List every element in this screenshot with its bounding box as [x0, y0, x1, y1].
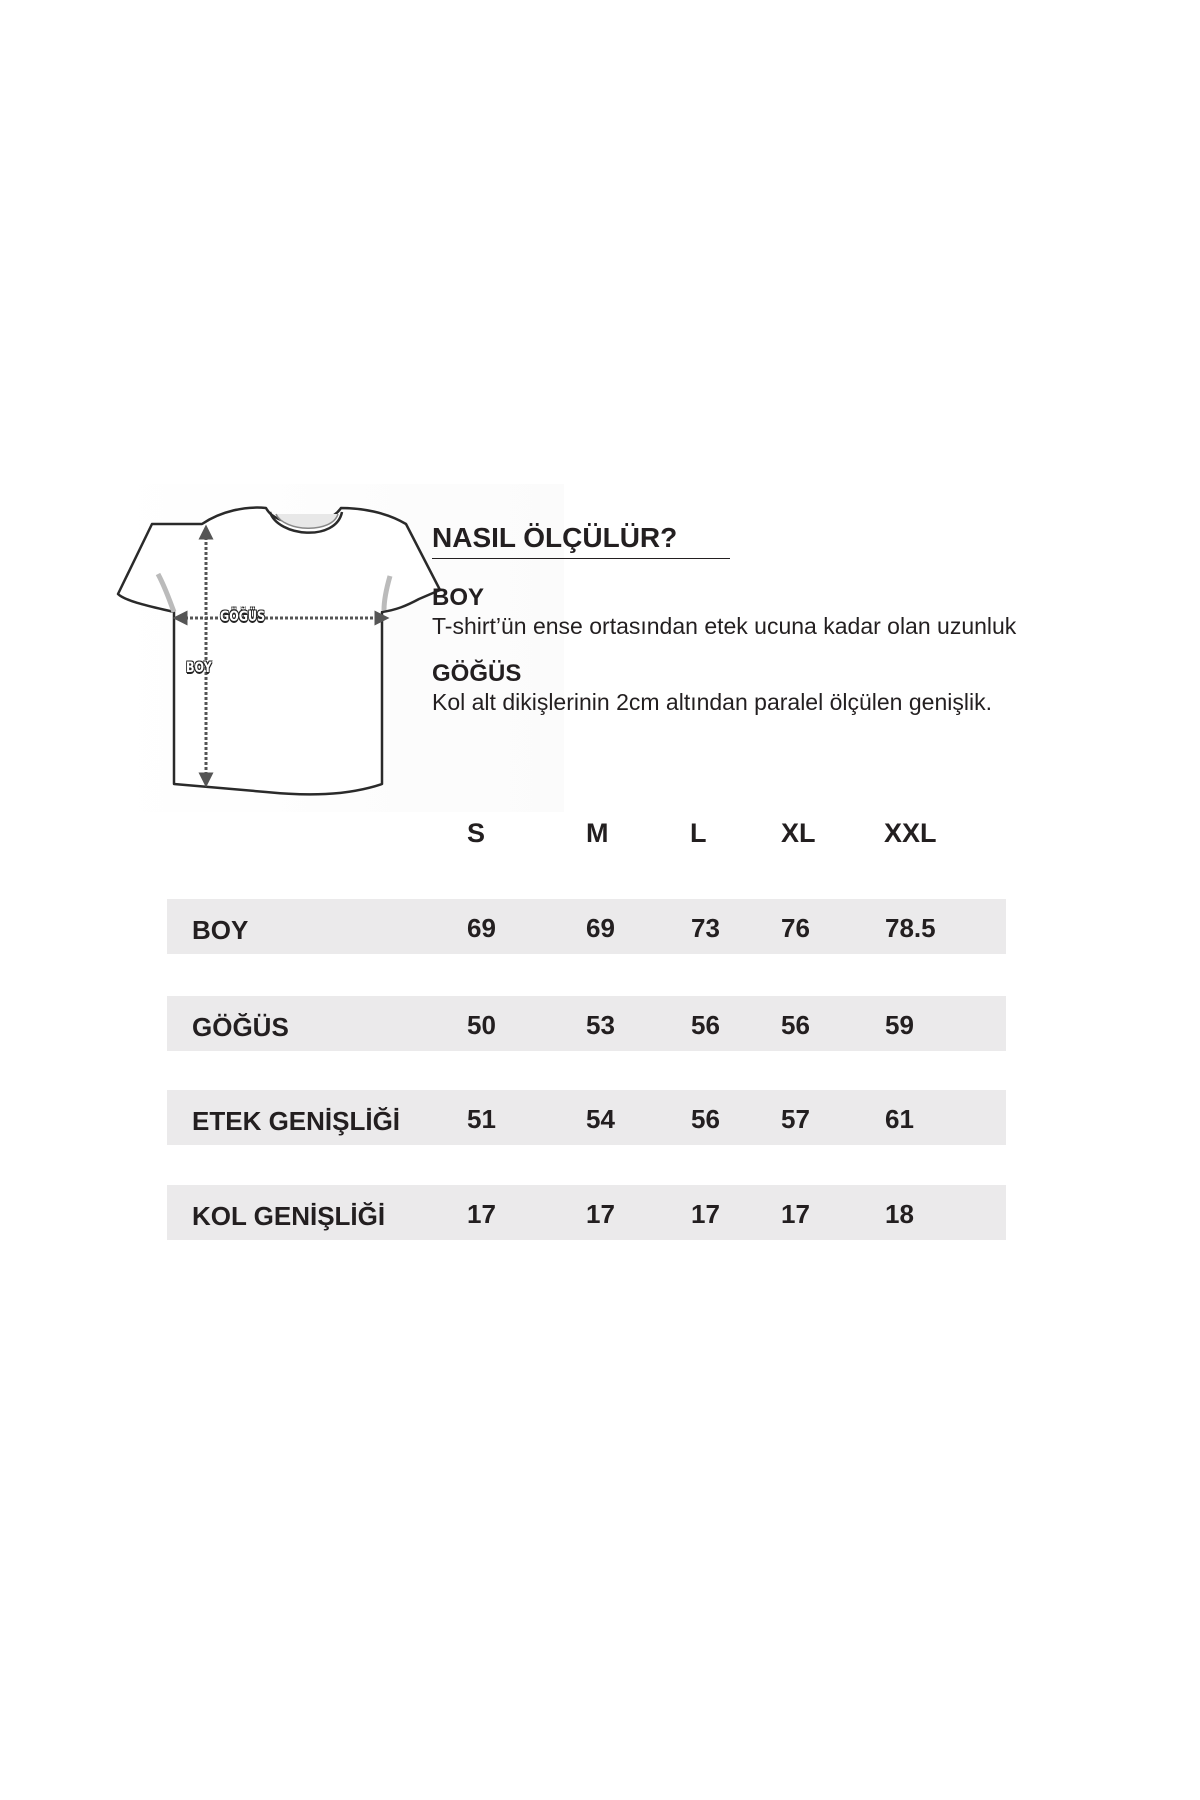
row-label: BOY — [192, 915, 249, 945]
table-row-boy — [167, 899, 1006, 954]
size-header-m: M — [586, 818, 609, 848]
cell-s: 17 — [467, 1199, 496, 1229]
cell-xl: 17 — [781, 1199, 810, 1229]
cell-xl: 56 — [781, 1010, 810, 1040]
cell-xl: 76 — [781, 913, 810, 943]
measurement-guide — [432, 522, 1072, 716]
row-label: ETEK GENİŞLİĞİ — [192, 1106, 401, 1136]
size-header-s: S — [467, 818, 486, 848]
cell-s: 51 — [467, 1104, 496, 1134]
cell-m: 53 — [586, 1010, 615, 1040]
size-header-xl: XL — [781, 818, 816, 848]
cell-l: 56 — [691, 1104, 720, 1134]
cell-m: 17 — [586, 1199, 615, 1229]
size-header-l: L — [690, 818, 707, 848]
cell-xxl: 61 — [885, 1104, 914, 1134]
cell-m: 69 — [586, 913, 615, 943]
cell-xxl: 59 — [885, 1010, 914, 1040]
guide-title: NASIL ÖLÇÜLÜR? — [432, 522, 730, 559]
cell-l: 73 — [691, 913, 720, 943]
cell-l: 56 — [691, 1010, 720, 1040]
term-chest-description: Kol alt dikişlerinin 2cm altından paralel ölçülen genişlik. — [432, 689, 992, 715]
term-length-description: T-shirt’ün ense ortasından etek ucuna kadar olan uzunluk — [432, 613, 1017, 639]
row-label: GÖĞÜS — [192, 1012, 289, 1042]
length-measure-tag: BOY — [186, 660, 212, 676]
cell-s: 69 — [467, 913, 496, 943]
cell-xxl: 78.5 — [885, 913, 936, 943]
size-header-row — [0, 818, 1200, 858]
table-row-gogus — [167, 996, 1006, 1051]
size-header-xxl: XXL — [884, 818, 937, 848]
cell-xl: 57 — [781, 1104, 810, 1134]
row-label: KOL GENİŞLİĞİ — [192, 1201, 386, 1231]
cell-m: 54 — [586, 1104, 615, 1134]
table-row-kol-genisligi — [167, 1185, 1006, 1240]
cell-l: 17 — [691, 1199, 720, 1229]
term-length: BOY — [432, 584, 485, 611]
term-chest: GÖĞÜS — [432, 660, 522, 687]
table-row-etek-genisligi — [167, 1090, 1006, 1145]
chest-measure-tag: GÖĞÜS — [220, 609, 266, 625]
cell-xxl: 18 — [885, 1199, 914, 1229]
cell-s: 50 — [467, 1010, 496, 1040]
